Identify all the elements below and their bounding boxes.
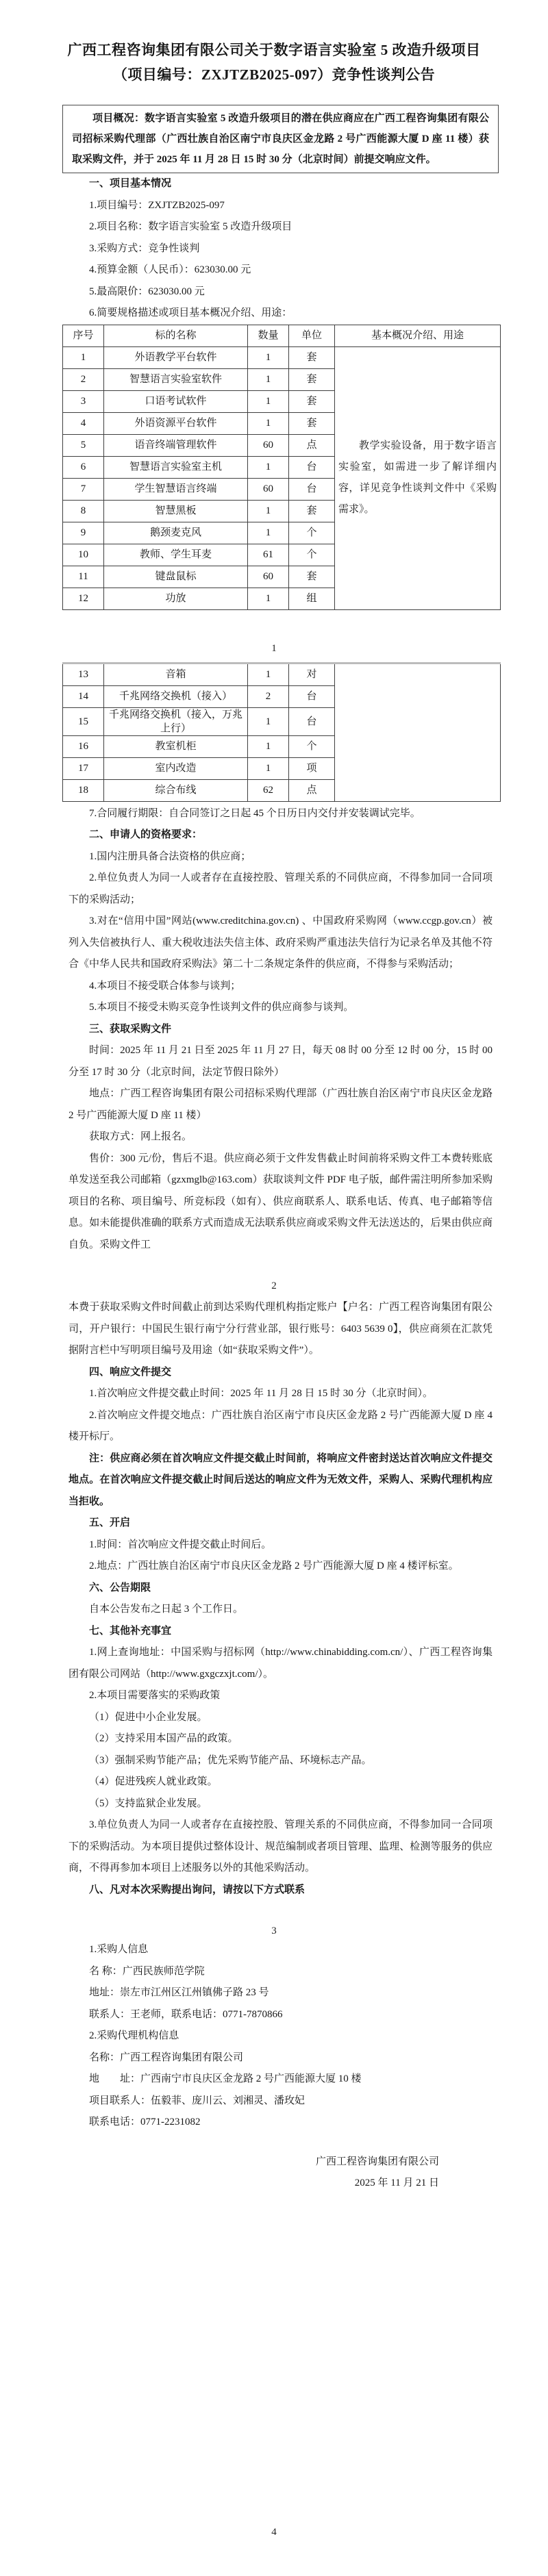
table-cell: 综合布线 bbox=[104, 779, 248, 801]
table-cell: 1 bbox=[248, 368, 289, 390]
section-heading: 一、项目基本情况 bbox=[89, 178, 172, 189]
table-cell: 千兆网络交换机（接入） bbox=[104, 685, 248, 707]
document-title-line2: （项目编号：ZXJTZB2025-097）竞争性谈判公告 bbox=[112, 66, 436, 83]
table-cell: 点 bbox=[289, 434, 335, 456]
table-cell: 语音终端管理软件 bbox=[104, 434, 248, 456]
paragraph: 地 址：广西南宁市良庆区金龙路 2 号广西能源大厦 10 楼 bbox=[89, 2073, 362, 2084]
paragraph: 7.合同履行期限：自合同签订之日起 45 个日历日内交付并安装调试完毕。 bbox=[89, 807, 421, 819]
column-header: 数量 bbox=[248, 325, 289, 346]
table-cell: 5 bbox=[63, 434, 104, 456]
table-cell: 个 bbox=[289, 544, 335, 566]
paragraph: 6.简要规格描述或项目基本概况介绍、用途： bbox=[89, 307, 292, 318]
items-table-page2 bbox=[62, 662, 501, 802]
paragraph: （1）促进中小企业发展。 bbox=[89, 1711, 208, 1723]
signature-block bbox=[68, 2151, 493, 2195]
paragraph: 联系人：王老师，联系电话：0771-7870866 bbox=[89, 2008, 283, 2020]
paragraph: （3）强制采购节能产品；优先采购节能产品、环境标志产品。 bbox=[89, 1754, 372, 1766]
page3-content bbox=[68, 1297, 493, 1901]
table-cell: 外语资源平台软件 bbox=[104, 412, 248, 434]
paragraph: 地点：广西工程咨询集团有限公司招标采购代理部（广西壮族自治区南宁市良庆区金龙路 2 号广西能源大厦 D 座 11 楼） bbox=[68, 1088, 493, 1121]
table-row bbox=[63, 346, 501, 368]
paragraph: 1.时间：首次响应文件提交截止时间后。 bbox=[89, 1539, 272, 1550]
table-cell: 1 bbox=[248, 390, 289, 412]
table-cell: 12 bbox=[63, 588, 104, 609]
table-cell: 60 bbox=[248, 434, 289, 456]
table-cell: 11 bbox=[63, 566, 104, 588]
table-cell: 千兆网络交换机（接入，万兆上行） bbox=[104, 707, 248, 735]
table-cell: 7 bbox=[63, 478, 104, 500]
table-cell: 4 bbox=[63, 412, 104, 434]
section-heading: 三、获取采购文件 bbox=[89, 1023, 172, 1035]
table-cell: 1 bbox=[248, 707, 289, 735]
paragraph: 2.单位负责人为同一人或者存在直接控股、管理关系的不同供应商，不得参加同一合同项下的采购活动； bbox=[68, 872, 493, 905]
paragraph: 地址：崇左市江州区江州镇佛子路 23 号 bbox=[89, 1987, 269, 1998]
section-heading: 七、其他补充事宜 bbox=[89, 1625, 172, 1637]
paragraph: 2.首次响应文件提交地点：广西壮族自治区南宁市良庆区金龙路 2 号广西能源大厦 D 座 4 楼开标厅。 bbox=[68, 1409, 493, 1442]
table-cell: 教师、学生耳麦 bbox=[104, 544, 248, 566]
table-cell: 智慧黑板 bbox=[104, 500, 248, 522]
document-title-line1: 广西工程咨询集团有限公司关于数字语言实验室 5 改造升级项目 bbox=[67, 42, 481, 58]
document-title bbox=[0, 0, 548, 87]
paragraph: 1.国内注册具备合法资格的供应商； bbox=[89, 850, 251, 862]
paragraph: 名称：广西工程咨询集团有限公司 bbox=[89, 2051, 244, 2063]
table-cell: 17 bbox=[63, 757, 104, 779]
table-cell: 台 bbox=[289, 707, 335, 735]
paragraph: （5）支持监狱企业发展。 bbox=[89, 1797, 208, 1809]
table-cell: 鹅颈麦克风 bbox=[104, 522, 248, 544]
section-heading: 二、申请人的资格要求： bbox=[89, 829, 203, 840]
paragraph: 名 称：广西民族师范学院 bbox=[89, 1965, 205, 1977]
table-cell: 套 bbox=[289, 500, 335, 522]
table-cell: 10 bbox=[63, 544, 104, 566]
table-cell: 点 bbox=[289, 779, 335, 801]
project-overview-box: 项目概况：数字语言实验室 5 改造升级项目的潜在供应商应在广西工程咨询集团有限公司招标采购代理部（广西壮族自治区南宁市良庆区金龙路 2 号广西能源大厦 D 座 11 楼）获取采购文件，并于 2025 年 11 月 28 日 15 时 30 分（北京时间）前提交响应文件。 bbox=[62, 105, 499, 173]
paragraph: 1.网上查询地址：中国采购与招标网（http://www.chinabidding.com.cn/）、广西工程咨询集团有限公司网站（http://www.gxgczxjt.com/）。 bbox=[68, 1647, 493, 1680]
page1-content bbox=[68, 105, 497, 610]
column-header: 标的名称 bbox=[104, 325, 248, 346]
table-cell: 对 bbox=[289, 663, 335, 685]
column-header: 单位 bbox=[289, 325, 335, 346]
table-row bbox=[63, 663, 501, 685]
table-cell: 3 bbox=[63, 390, 104, 412]
issue-date: 2025 年 11 月 21 日 bbox=[354, 2177, 439, 2188]
table-header-row bbox=[63, 325, 501, 346]
table-cell: 1 bbox=[248, 346, 289, 368]
paragraph: 1.采购人信息 bbox=[89, 1944, 149, 1955]
table-cell: 教室机柜 bbox=[104, 735, 248, 757]
table-cell: 1 bbox=[248, 735, 289, 757]
paragraph: 注：供应商必须在首次响应文件提交截止时间前，将响应文件密封送达首次响应文件提交地点。在首次响应文件提交截止时间后送达的响应文件为无效文件，采购人、采购代理机构应当拒收。 bbox=[68, 1452, 493, 1507]
table-cell: 功放 bbox=[104, 588, 248, 609]
table-cell: 1 bbox=[248, 500, 289, 522]
page-number-1: 1 bbox=[271, 642, 277, 654]
merged-description-cell: 教学实验设备，用于数字语言实验室，如需进一步了解详细内容，详见竞争性谈判文件中《采购需求》。 bbox=[335, 346, 501, 609]
table-cell: 1 bbox=[248, 757, 289, 779]
table-cell: 套 bbox=[289, 566, 335, 588]
table-cell: 个 bbox=[289, 522, 335, 544]
table-cell: 1 bbox=[248, 456, 289, 478]
paragraph: 2.地点：广西壮族自治区南宁市良庆区金龙路 2 号广西能源大厦 D 座 4 楼评标室。 bbox=[89, 1561, 459, 1571]
page2-content bbox=[68, 662, 493, 1257]
paragraph: 2.本项目需要落实的采购政策 bbox=[89, 1690, 221, 1701]
paragraph: 3.对在“信用中国”网站(www.creditchina.gov.cn) 、中国政府采购网（www.ccgp.gov.cn）被列入失信被执行人、重大税收违法失信主体、政府采购严重违法失信行为记录名单及其他不符合《中华人民共和国政府采购法》第二十二条规定条件的供应商，不得参与采购活动； bbox=[68, 916, 493, 970]
table-cell: 60 bbox=[248, 566, 289, 588]
table-cell: 1 bbox=[248, 588, 289, 609]
table-cell: 套 bbox=[289, 412, 335, 434]
paragraph: 3.单位负责人为同一人或者存在直接控股、管理关系的不同供应商，不得参加同一合同项下的采购活动。为本项目提供过整体设计、规范编制或者项目管理、监理、检测等服务的供应商，不得再参加本项目上述服务以外的其他采购活动。 bbox=[68, 1819, 493, 1873]
table-cell: 室内改造 bbox=[104, 757, 248, 779]
page-number-4: 4 bbox=[271, 2527, 277, 2538]
section-heading: 八、凡对本次采购提出询问，请按以下方式联系 bbox=[89, 1884, 306, 1895]
table-cell: 1 bbox=[248, 412, 289, 434]
paragraph: 时间：2025 年 11 月 21 日至 2025 年 11 月 27 日，每天 08 时 00 分至 12 时 00 分，15 时 00 分至 17 时 30 分（北京时间，法定节假日除外） bbox=[68, 1045, 493, 1078]
paragraph: 4.预算金额（人民币）：623030.00 元 bbox=[89, 264, 251, 275]
table-cell: 套 bbox=[289, 346, 335, 368]
table-cell: 61 bbox=[248, 544, 289, 566]
paragraph: 2.项目名称：数字语言实验室 5 改造升级项目 bbox=[89, 221, 292, 232]
table-cell: 项 bbox=[289, 757, 335, 779]
paragraph: 获取方式：网上报名。 bbox=[89, 1131, 192, 1142]
column-header: 序号 bbox=[63, 325, 104, 346]
table-cell: 口语考试软件 bbox=[104, 390, 248, 412]
table-cell: 1 bbox=[248, 663, 289, 685]
table-cell: 62 bbox=[248, 779, 289, 801]
table-cell: 18 bbox=[63, 779, 104, 801]
qualification-and-document-section bbox=[68, 803, 493, 1257]
table-cell: 台 bbox=[289, 456, 335, 478]
table-cell: 9 bbox=[63, 522, 104, 544]
paragraph: 5.最高限价：623030.00 元 bbox=[89, 286, 205, 297]
paragraph: 1.首次响应文件提交截止时间：2025 年 11 月 28 日 15 时 30 分（北京时间）。 bbox=[89, 1388, 433, 1399]
table-cell: 学生智慧语言终端 bbox=[104, 478, 248, 500]
contact-info-section bbox=[68, 1939, 493, 2134]
table-cell: 套 bbox=[289, 368, 335, 390]
table-cell: 6 bbox=[63, 456, 104, 478]
paragraph: （2）支持采用本国产品的政策。 bbox=[89, 1733, 238, 1744]
table-cell: 键盘鼠标 bbox=[104, 566, 248, 588]
table-cell: 16 bbox=[63, 735, 104, 757]
table-cell: 套 bbox=[289, 390, 335, 412]
table-cell: 2 bbox=[248, 685, 289, 707]
section-heading: 四、响应文件提交 bbox=[89, 1366, 172, 1378]
table-cell: 智慧语言实验室主机 bbox=[104, 456, 248, 478]
page-number-2: 2 bbox=[271, 1280, 277, 1291]
section-heading: 五、开启 bbox=[89, 1517, 131, 1528]
table-cell: 个 bbox=[289, 735, 335, 757]
submission-and-policy-section bbox=[68, 1297, 493, 1901]
issuer-name: 广西工程咨询集团有限公司 bbox=[315, 2156, 439, 2167]
paragraph: 自本公告发布之日起 3 个工作日。 bbox=[89, 1604, 244, 1615]
table-cell: 台 bbox=[289, 685, 335, 707]
paragraph: （4）促进残疾人就业政策。 bbox=[89, 1776, 218, 1787]
table-cell: 外语教学平台软件 bbox=[104, 346, 248, 368]
paragraph: 3.采购方式：竞争性谈判 bbox=[89, 242, 200, 254]
table-cell: 2 bbox=[63, 368, 104, 390]
table-cell: 智慧语言实验室软件 bbox=[104, 368, 248, 390]
paragraph: 1.项目编号：ZXJTZB2025-097 bbox=[89, 199, 225, 211]
section-heading: 六、公告期限 bbox=[89, 1582, 151, 1593]
paragraph: 2.采购代理机构信息 bbox=[89, 2030, 179, 2041]
items-table-page1 bbox=[62, 325, 501, 610]
paragraph: 联系电话：0771-2231082 bbox=[89, 2117, 201, 2127]
column-header: 基本概况介绍、用途 bbox=[335, 325, 501, 346]
page-number-3: 3 bbox=[271, 1925, 277, 1936]
table-cell: 台 bbox=[289, 478, 335, 500]
table-cell: 1 bbox=[248, 522, 289, 544]
page4-content bbox=[68, 1939, 493, 2195]
table-cell: 8 bbox=[63, 500, 104, 522]
table-cell: 组 bbox=[289, 588, 335, 609]
paragraph: 5.本项目不接受未购买竞争性谈判文件的供应商参与谈判。 bbox=[89, 1002, 354, 1013]
basic-info-section bbox=[68, 173, 493, 325]
table-cell: 音箱 bbox=[104, 663, 248, 685]
paragraph: 本费于获取采购文件时间截止前到达采购代理机构指定账户【户名：广西工程咨询集团有限公司，开户银行：中国民生银行南宁分行营业部，银行账号：6403 5639 0】，供应商须在汇款凭据附言栏中写明项目编号及用途（如“获取采购文件”）。 bbox=[68, 1302, 493, 1356]
table-cell: 14 bbox=[63, 685, 104, 707]
paragraph: 项目联系人：伍毅菲、庞川云、刘湘灵、潘玫妃 bbox=[89, 2095, 306, 2106]
table-cell: 60 bbox=[248, 478, 289, 500]
table-cell: 1 bbox=[63, 346, 104, 368]
table-cell: 13 bbox=[63, 663, 104, 685]
table-cell: 15 bbox=[63, 707, 104, 735]
paragraph: 4.本项目不接受联合体参与谈判； bbox=[89, 980, 241, 992]
paragraph: 售价：300 元/份，售后不退。供应商必须于文件发售截止时间前将采购文件工本费转账底单发送至我公司邮箱（gzxmglb@163.com）获取谈判文件 PDF 电子版，邮件需注明所参加采购项目的名称、项目编号、所竞标段（如有）、供应商联系人、联系电话、传真、电子邮箱等信息。如未能提供准确的联系方式而造成无法联系供应商或采购文件无法送达的，后果由供应商自负。采购文件工 bbox=[68, 1152, 493, 1250]
merged-description-cell bbox=[335, 663, 501, 801]
